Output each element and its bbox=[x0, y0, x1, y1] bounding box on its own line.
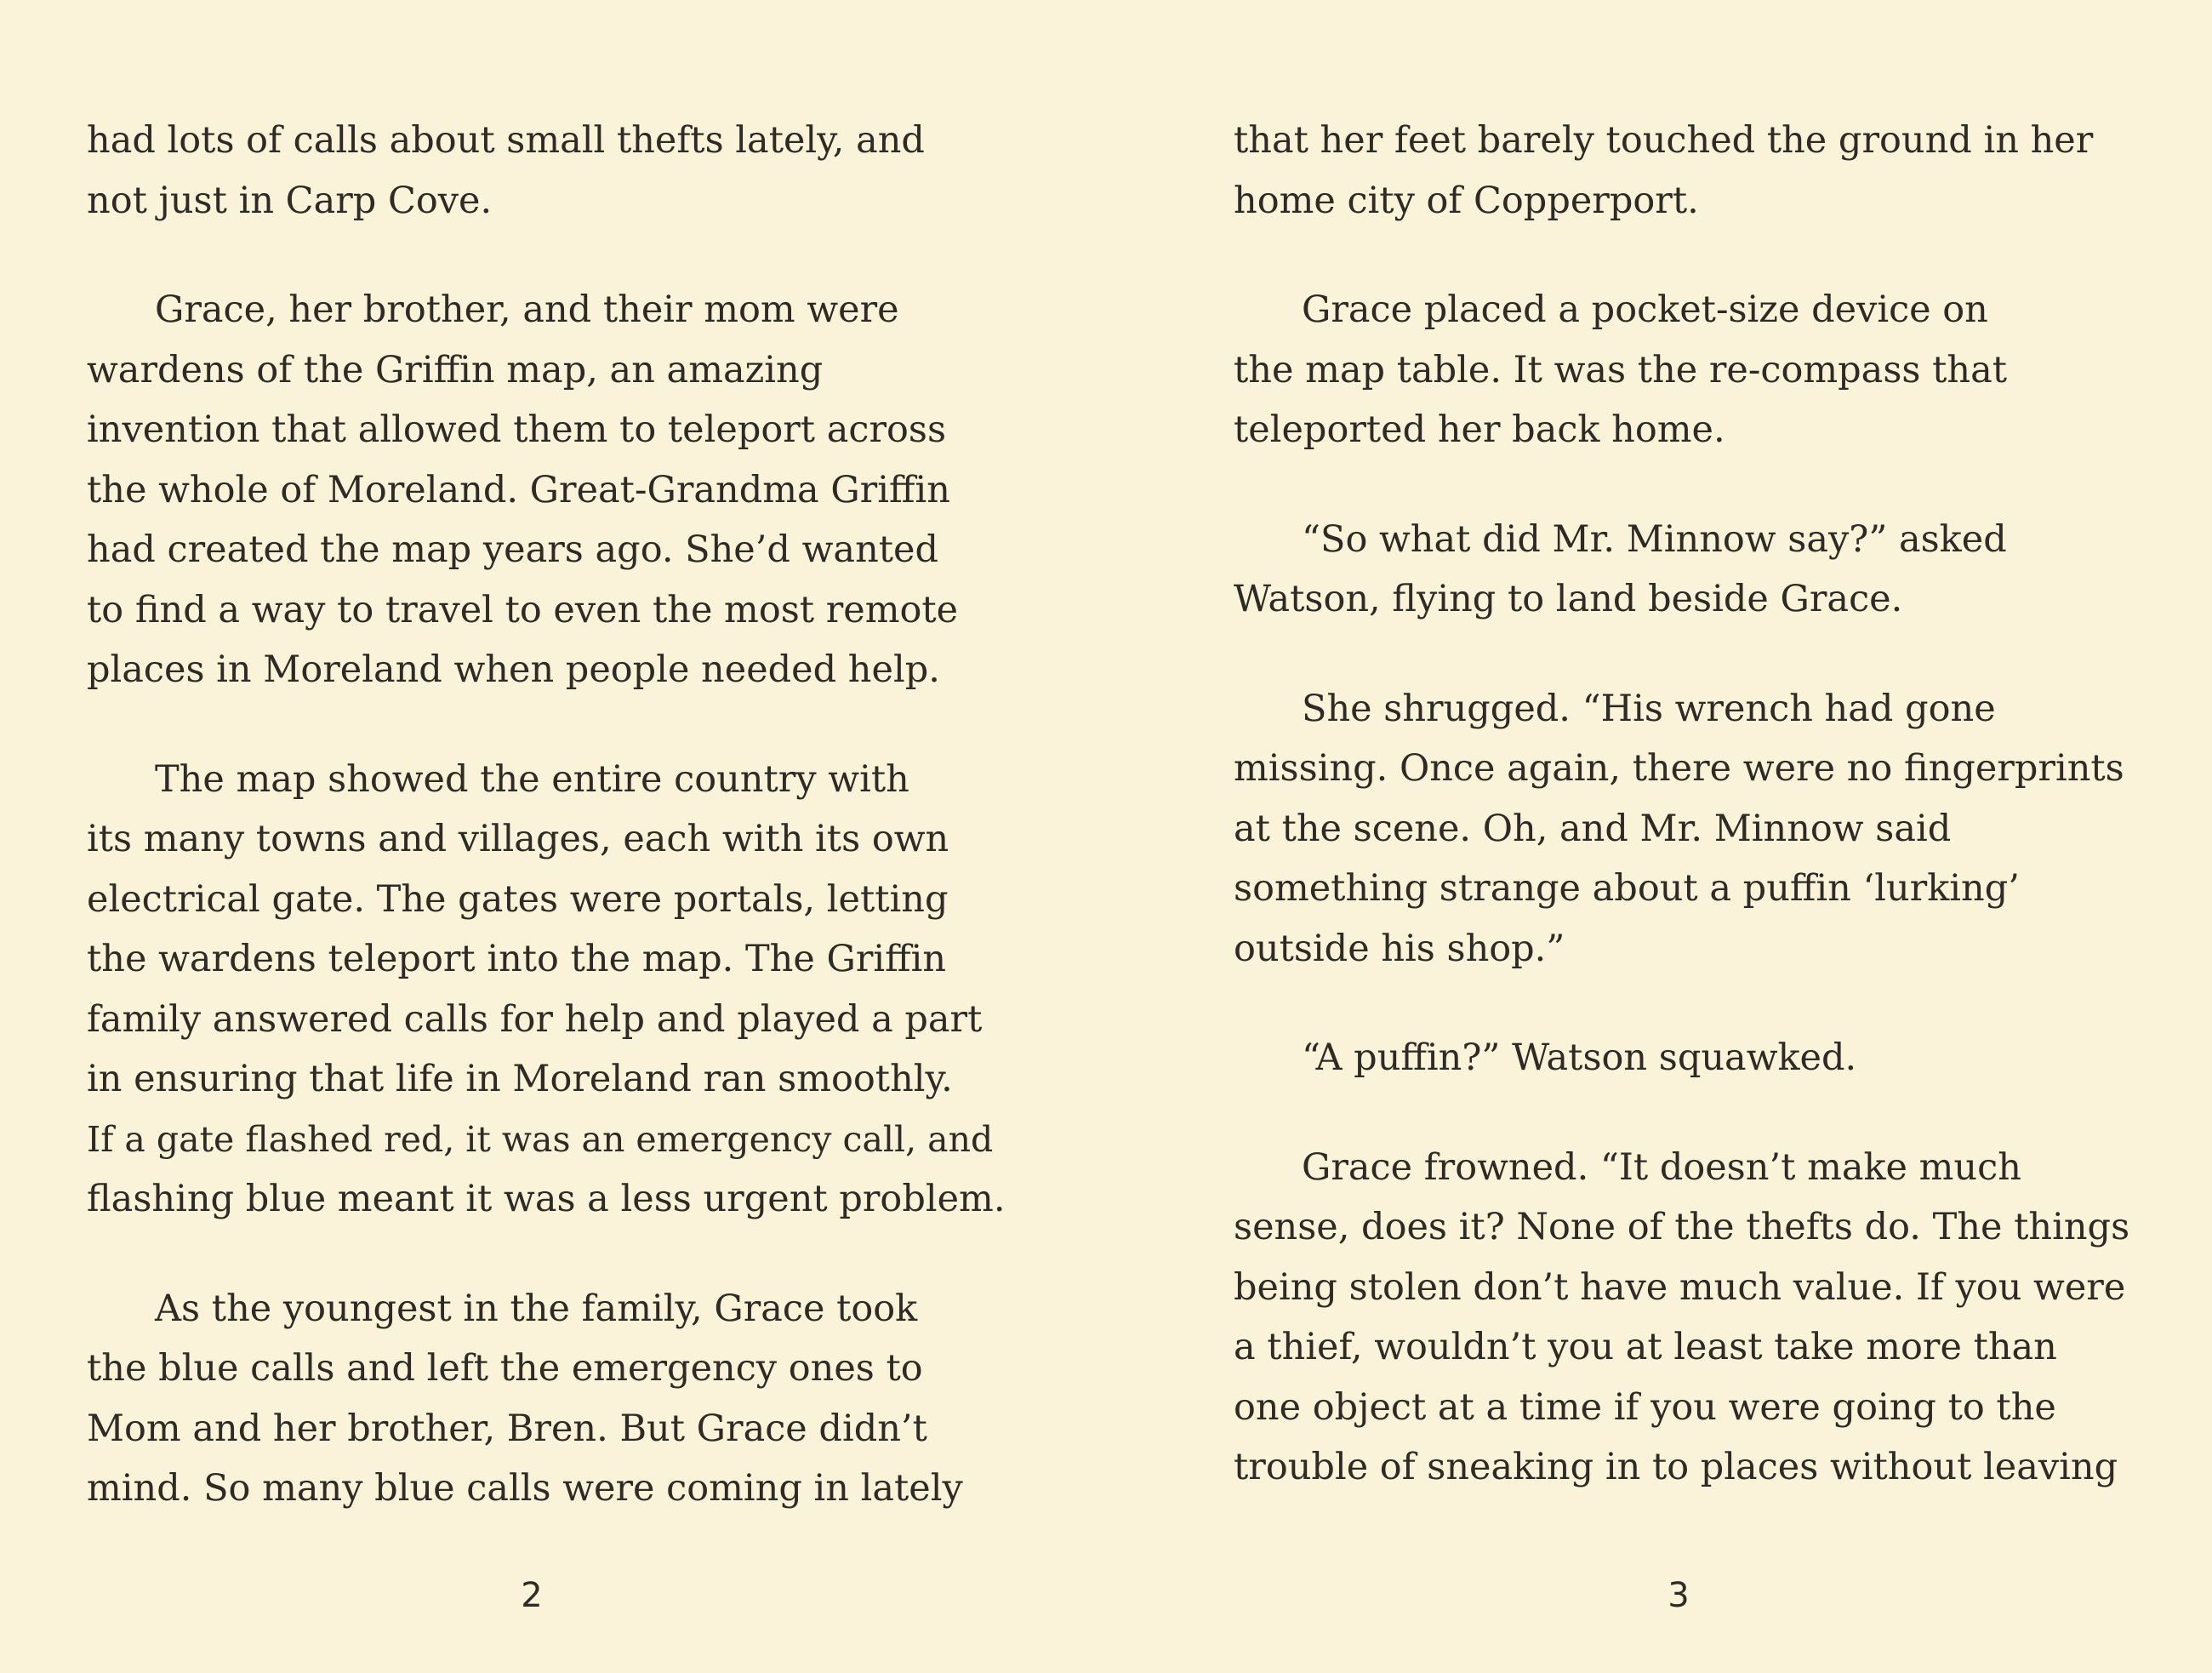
page-number-right: 3 bbox=[1668, 1576, 1690, 1615]
text-line: electrical gate. The gates were portals, letting bbox=[87, 877, 949, 921]
text-line: mind. So many blue calls were coming in lately bbox=[87, 1467, 963, 1510]
text-line: the map table. It was the re-compass that bbox=[1234, 348, 2008, 391]
paragraph bbox=[87, 111, 1014, 231]
text-line: sense, does it? None of the thefts do. The things bbox=[1234, 1206, 2130, 1248]
text-line: had created the map years ago. She’d wanted bbox=[87, 528, 939, 571]
right-page bbox=[1234, 111, 2161, 1557]
text-line: Watson, flying to land beside Grace. bbox=[1234, 578, 1903, 620]
text-line: one object at a time if you were going to the bbox=[1234, 1385, 2056, 1429]
text-line: the wardens teleport into the map. The Griffin bbox=[87, 938, 947, 980]
text-line: that her feet barely touched the ground in her bbox=[1234, 119, 2094, 162]
text-line: wardens of the Griffin map, an amazing bbox=[87, 348, 824, 391]
left-page bbox=[87, 111, 1014, 1557]
paragraph bbox=[1234, 111, 2161, 231]
text-line: As the youngest in the family, Grace took bbox=[155, 1287, 918, 1330]
text-line: not just in Carp Cove. bbox=[87, 179, 493, 222]
text-line: places in Moreland when people needed help. bbox=[87, 648, 940, 691]
paragraph bbox=[1234, 280, 2161, 460]
text-line: She shrugged. “His wrench had gone bbox=[1302, 687, 1996, 730]
text-line: teleported her back home. bbox=[1234, 408, 1725, 451]
text-line: family answered calls for help and played a part bbox=[87, 997, 983, 1041]
paragraph bbox=[1234, 1138, 2161, 1498]
paragraph bbox=[1234, 679, 2161, 979]
text-line: If a gate flashed red, it was an emergency call, and bbox=[87, 1118, 994, 1160]
text-line: Grace, her brother, and their mom were bbox=[155, 288, 899, 331]
text-line: a thief, wouldn’t you at least take more than bbox=[1234, 1326, 2057, 1368]
text-line: had lots of calls about small thefts lately, and bbox=[87, 119, 925, 162]
text-line: home city of Copperport. bbox=[1234, 179, 1699, 222]
page-number-left: 2 bbox=[521, 1576, 543, 1615]
text-line: “So what did Mr. Minnow say?” asked bbox=[1302, 517, 2007, 561]
paragraph bbox=[1234, 510, 2161, 630]
text-line: being stolen don’t have much value. If you were bbox=[1234, 1265, 2126, 1309]
text-line: the blue calls and left the emergency ones to bbox=[87, 1347, 923, 1390]
text-line: Grace placed a pocket-size device on bbox=[1302, 288, 1988, 331]
text-line: Mom and her brother, Bren. But Grace didn’t bbox=[87, 1407, 927, 1450]
text-line: “A puffin?” Watson squawked. bbox=[1302, 1036, 1857, 1079]
paragraph bbox=[87, 280, 1014, 700]
paragraph bbox=[87, 750, 1014, 1230]
text-line: at the scene. Oh, and Mr. Minnow said bbox=[1234, 807, 1952, 850]
text-line: The map showed the entire country with bbox=[155, 757, 909, 801]
text-line: Grace frowned. “It doesn’t make much bbox=[1302, 1145, 2021, 1189]
text-line: its many towns and villages, each with its own bbox=[87, 818, 949, 860]
text-line: flashing blue meant it was a less urgent problem. bbox=[87, 1178, 1006, 1220]
text-line: something strange about a puffin ‘lurking’ bbox=[1234, 867, 2020, 910]
text-line: outside his shop.” bbox=[1234, 927, 1565, 970]
paragraph bbox=[1234, 1028, 2161, 1088]
text-line: missing. Once again, there were no fingerprints bbox=[1234, 747, 2124, 790]
paragraph bbox=[87, 1279, 1014, 1519]
text-line: trouble of sneaking in to places without leaving bbox=[1234, 1446, 2118, 1488]
text-line: to find a way to travel to even the most remote bbox=[87, 588, 959, 631]
text-line: the whole of Moreland. Great-Grandma Griffin bbox=[87, 468, 950, 511]
text-line: in ensuring that life in Moreland ran smoothly. bbox=[87, 1058, 953, 1100]
text-line: invention that allowed them to teleport across bbox=[87, 408, 947, 451]
